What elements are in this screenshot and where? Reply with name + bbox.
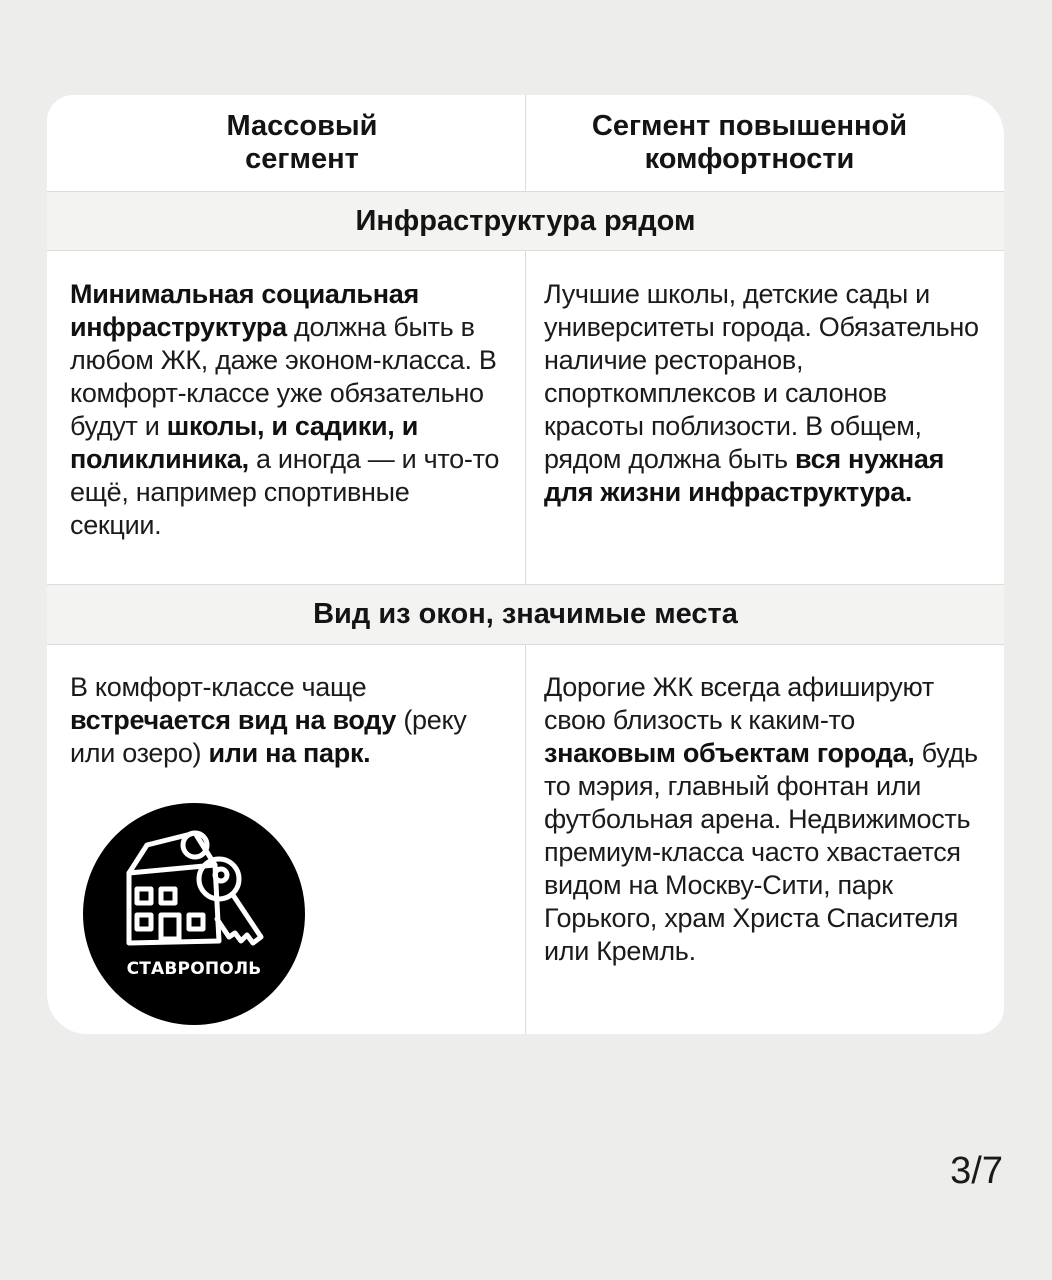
body-text: Лучшие школы, детские сады и университеты города. Обязательно наличие ресторанов, спорткомплексов и салонов красоты поблизости. В общем, рядом должна быть [544,279,979,474]
column-header-comfort [547,95,952,191]
cell-infrastructure-comfort [544,278,984,509]
emphasis-text: школы, и садики, и поликлиника, [70,411,418,474]
emphasis-text: встречается вид на воду [70,705,397,735]
emphasis-text: Минимальная социальная инфраструктура [70,279,419,342]
body-text: а иногда — и что-то ещё, например спортивные секции. [70,444,500,540]
emphasis-text: знаковым объектам города, [544,738,915,768]
logo-text: СТАВРОПОЛЬ [126,959,262,979]
section-title: Вид из окон, значимые места [313,598,738,630]
body-text: Дорогие ЖК всегда афишируют свою близость к каким-то [544,672,934,735]
house-key-icon [83,803,305,1025]
divider [525,644,526,1034]
column-header-mass-label: Массовый сегмент [226,110,378,175]
body-text: В комфорт-классе чаще [70,672,367,702]
stavropol-logo [83,803,305,1025]
column-header-mass [107,95,497,191]
body-text: будь то мэрия, главный фонтан или футбольная арена. Недвижимость премиум-класса часто хвастается видом на Москву-Сити, парк Горького, храм Христа Спасителя или Кремль. [544,738,978,966]
section-infrastructure-title [47,192,1004,250]
section-view-title [47,585,1004,644]
column-header-comfort-label: Сегмент повышенной комфортности [591,110,908,175]
cell-infrastructure-mass [70,278,500,542]
emphasis-text: или на парк. [208,738,371,768]
emphasis-text: вся нужная для жизни инфраструктура. [544,444,945,507]
divider [525,250,526,584]
body-text: должна быть в любом ЖК, даже эконом-класса. В комфорт-классе уже обязательно будут и [70,312,497,441]
divider [525,95,526,191]
cell-view-mass [70,671,490,770]
cell-view-comfort [544,671,989,968]
section-title: Инфраструктура рядом [355,204,696,237]
page-counter: 3/7 [950,1150,1003,1192]
body-text: (реку или озеро) [70,705,467,768]
